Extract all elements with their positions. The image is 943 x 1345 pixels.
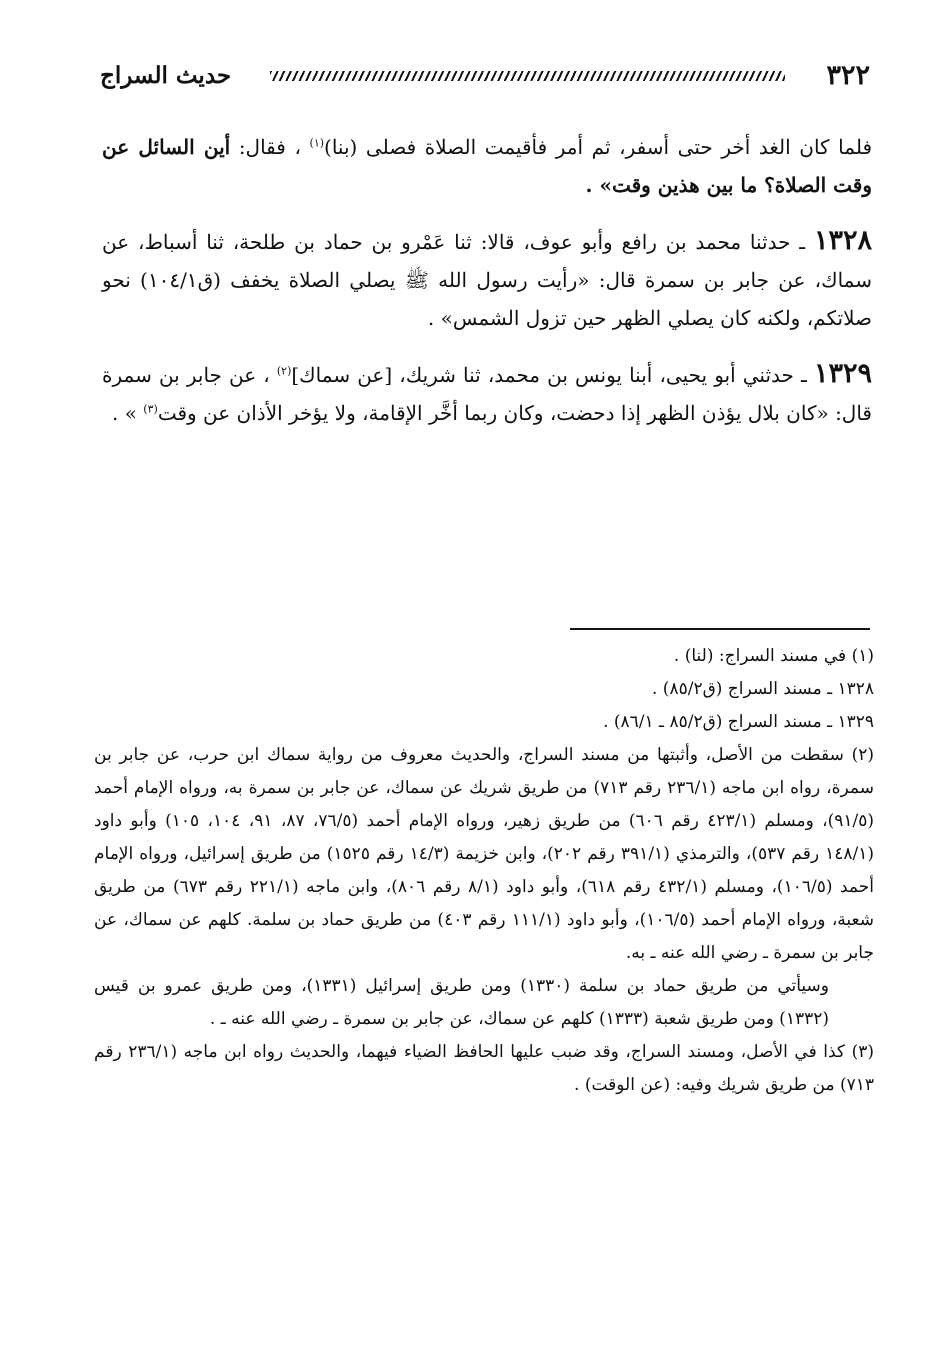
hadith-1328: [102, 222, 872, 337]
footnote-2: (٢) سقطت من الأصل، وأثبتها من مسند السراج، والحديث معروف من رواية سماك ابن حرب، عن جابر بن سمرة، رواه ابن ماجه (٢٣٦/١ رقم ٧١٣) من طريق شريك عن سماك، عن جابر بن سمرة به، ورواه الإمام أحمد (٩١/٥)، ومسلم (٤٢٣/١ رقم ٦٠٦) من طريق زهير، ورواه الإمام أحمد (٧٦/٥، ٨٧، ٩١، ١٠٤، ١٠٥) وأبو داود (١٤٨/١ رقم ٥٣٧)، والترمذي (٣٩١/١ رقم ٢٠٢)، وابن خزيمة (١٤/٣ رقم ١٥٢٥) من طريق إسرائيل، ورواه الإمام أحمد (١٠٦/٥)، ومسلم (٤٣٢/١ رقم ٦١٨)، وأبو داود (٨/١ رقم ٨٠٦)، وابن ماجه (٢٢١/١ رقم ٦٧٣) من طريق شعبة، ورواه الإمام أحمد (١٠٦/٥)، وأبو داود (١١١/١ رقم ٤٠٣) من طريق حماد بن سلمة. كلهم عن سماك، عن جابر بن سمرة ـ رضي الله عنه ـ به.: [94, 745, 875, 963]
footnote-ref: (٣): [143, 402, 158, 416]
main-text: [102, 128, 872, 450]
footnote-1: (١) في مسند السراج: (لنا) .: [673, 646, 874, 666]
paragraph-continuation: [102, 128, 872, 204]
footnote-ref: (٢): [276, 364, 292, 378]
hadith-text: ـ حدثني أبو يحيى، أبنا يونس بن محمد، ثنا شريك، [عن سماك]: [291, 363, 814, 387]
footnote-2-continuation: وسيأتي من طريق حماد بن سلمة (١٣٣٠) ومن طريق إسرائيل (١٣٣١)، ومن طريق عمرو بن قيس (١٣٣٢) ومن طريق شعبة (١٣٣٣) كلهم عن سماك، عن جابر بن سمرة ـ رضي الله عنه ـ .: [94, 976, 829, 1029]
footnote-ref: (١): [309, 136, 325, 150]
source-1328: ١٣٢٨ ـ مسند السراج (ق٨٥/٢) .: [652, 679, 874, 699]
footnote-separator: [570, 628, 870, 630]
hadith-text: » .: [111, 401, 144, 425]
paragraph-text: فلما كان الغد أخر حتى أسفر، ثم أمر فأقيمت الصلاة فصلى (بنا): [324, 135, 873, 159]
hadith-1329: [102, 355, 872, 432]
hadith-text: ـ حدثنا محمد بن رافع وأبو عوف، قالا: ثنا عَمْرو بن حماد بن طلحة، ثنا أسباط، عن سماك، عن جابر بن سمرة قال: «رأيت رسول الله ﷺ يصلي الصلاة يخفف (ق١٠٤/١) نحو صلاتكم، ولكنه كان يصلي الظهر حين تزول الشمس» .: [102, 230, 872, 330]
page-number: ٣٢٢: [826, 60, 870, 91]
footnotes: [94, 640, 874, 1102]
hadith-number: ١٣٢٨: [813, 225, 872, 256]
paragraph-text: ، فقال:: [230, 135, 310, 159]
paragraph-bold-text: أين السائل عن وقت الصلاة؟ ما بين هذين وقت» .: [102, 135, 872, 197]
hadith-number: ١٣٢٩: [813, 358, 872, 389]
header-ornament-rule: [270, 71, 785, 81]
source-1329: ١٣٢٩ ـ مسند السراج (ق٨٥/٢ ـ ٨٦/١) .: [603, 712, 874, 732]
page-header: [100, 56, 870, 96]
footnote-3: (٣) كذا في الأصل، ومسند السراج، وقد ضبب عليها الحافظ الضياء فيهما، والحديث رواه ابن ماجه (٢٣٦/١ رقم ٧١٣) من طريق شريك وفيه: (عن الوقت) .: [94, 1042, 874, 1095]
hadith-text: ، عن جابر بن سمرة قال: «كان بلال يؤذن الظهر إذا دحضت، وكان ربما أخَّر الإقامة، ولا يؤخر الأذان عن وقت: [102, 363, 872, 425]
running-title: حديث السراج: [100, 62, 232, 89]
